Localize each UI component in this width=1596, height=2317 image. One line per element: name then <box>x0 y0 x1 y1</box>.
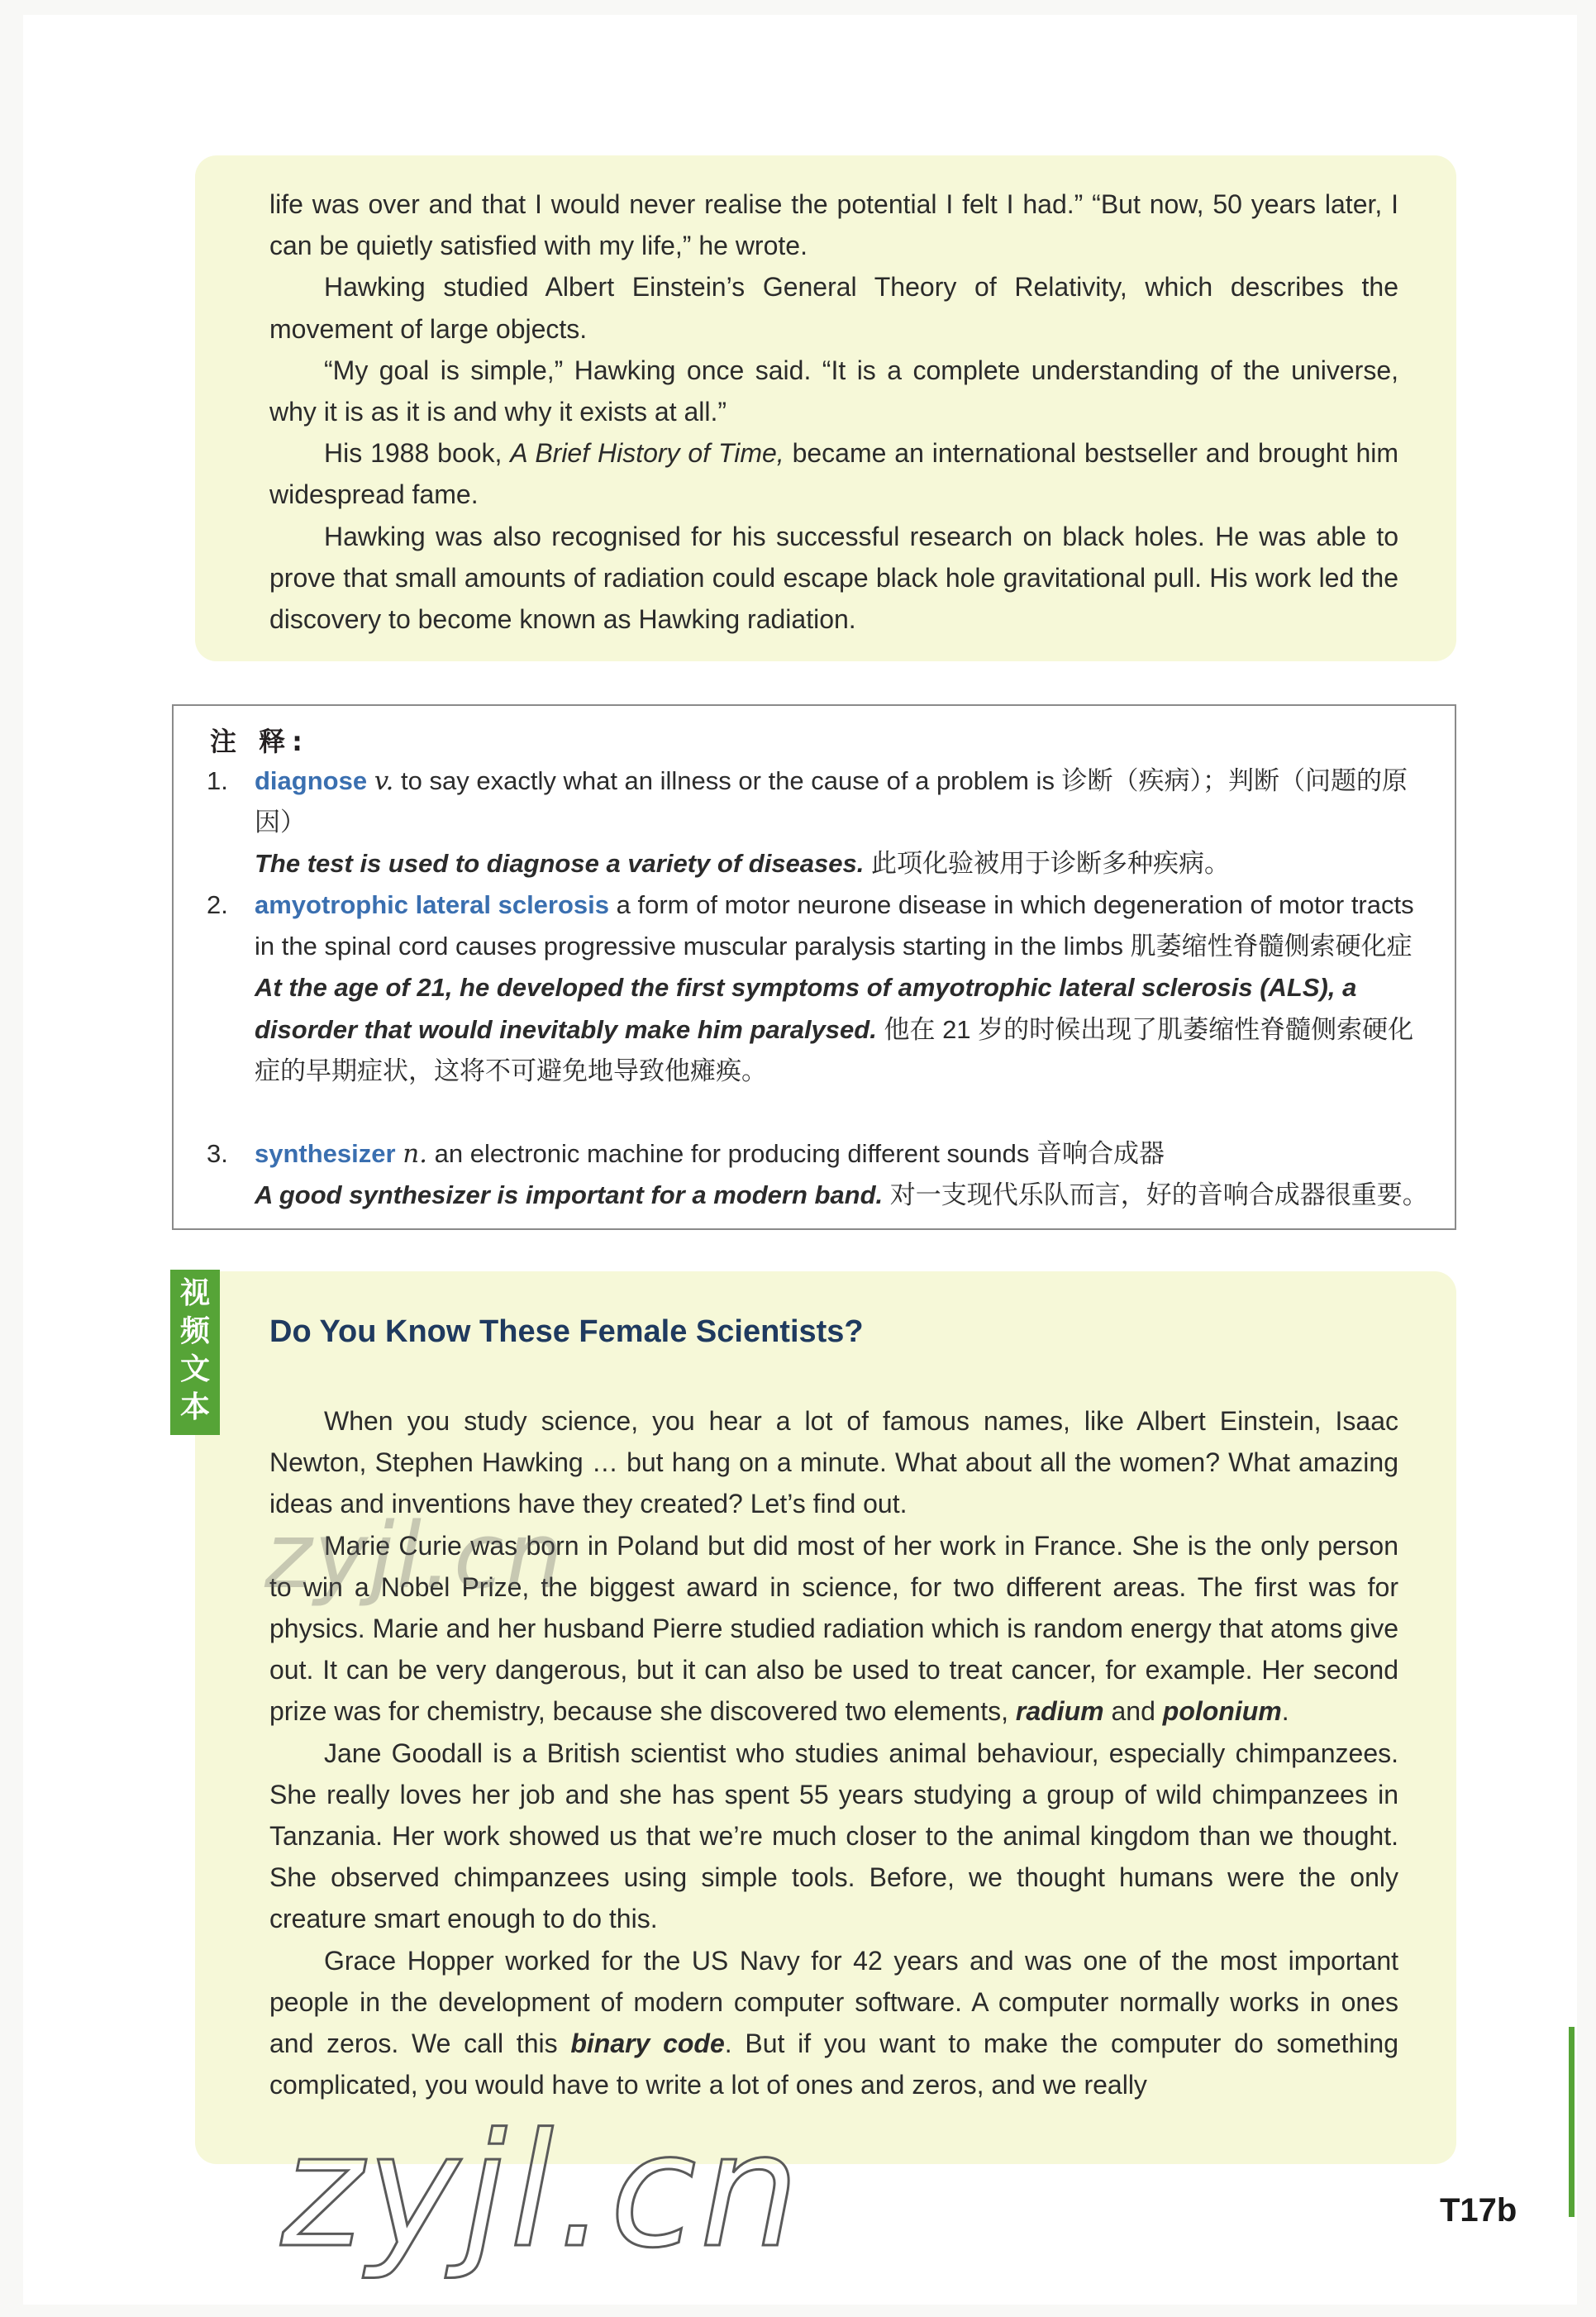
note-number: 1. <box>207 766 228 795</box>
note-definition: an electronic machine for producing different sounds 音响合成器 <box>434 1139 1165 1168</box>
paragraph: Jane Goodall is a British scientist who studies animal behaviour, especially chimpanzees. She really loves her job and she has spent 55 years studying a group of wild chimpanzees in Tanzania. Her work showed us that we’re much closer to the animal kingdom than we thought. She observed chimpanzees using simple tools. Before, we thought humans were the only creature smart enough to do this. <box>269 1738 1398 1934</box>
article-title: Do You Know These Female Scientists? <box>269 1314 864 1349</box>
note-headword: amyotrophic lateral sclerosis <box>255 890 610 919</box>
paragraph: Hawking studied Albert Einstein’s General Theory of Relativity, which describes the movement of large objects. <box>269 272 1398 344</box>
notes-heading: 注 释: <box>210 726 309 757</box>
watermark: zyjl.cn <box>264 1503 565 1609</box>
note-definition: to say exactly what an illness or the cause of a problem is 诊断（疾病）；判断（问题的原因） <box>255 766 1408 837</box>
note-headword: diagnose <box>255 766 368 795</box>
note-number: 3. <box>207 1139 228 1168</box>
note-definition: a form of motor neurone disease in which degeneration of motor tracts in the spinal cord causes progressive muscular paralysis starting in the limbs 肌萎缩性脊髓侧索硬化症 <box>255 890 1414 961</box>
note-example: A good synthesizer is important for a modern band. <box>255 1180 884 1210</box>
video-text-tab <box>170 1270 220 1435</box>
page-number: T17b <box>1440 2192 1517 2229</box>
paragraph-text: Marie Curie was born in Poland but did most of her work in France. She is the only person to win a Nobel Prize, the biggest award in science, for two different areas. The first was for physics. Marie and her husband Pierre studied radiation which is random energy that atoms give out. It can be very dangerous, but it can also be used to treat cancer, for example. Her second prize was for chemistry, because she discovered two elements, <box>269 1530 1398 1727</box>
key-term: radium <box>1015 1696 1104 1727</box>
note-part-of-speech: n. <box>403 1139 428 1169</box>
passage-text <box>269 184 1398 640</box>
note-headword: synthesizer <box>255 1139 396 1168</box>
side-accent-bar <box>1569 2027 1575 2217</box>
key-term: polonium <box>1162 1696 1282 1727</box>
paragraph-text: and <box>1103 1696 1163 1727</box>
key-term: binary code <box>570 2029 725 2059</box>
tab-char: 本 <box>179 1390 210 1424</box>
paragraph-text: His 1988 book, <box>324 438 511 469</box>
watermark: zyjl.cn <box>281 2100 803 2282</box>
note-example: The test is used to diagnose a variety of diseases. <box>255 849 865 879</box>
paragraph: When you study science, you hear a lot of famous names, like Albert Einstein, Isaac Newton, Stephen Hawking … but hang on a minute. What about all the women? What amazing ideas and inventions have they created? Let’s find out. <box>269 1406 1398 1519</box>
paragraph: “My goal is simple,” Hawking once said. “It is a complete understanding of the universe, why it is as it is and why it exists at all.” <box>269 355 1398 427</box>
tab-char: 文 <box>179 1352 210 1386</box>
paragraph-text: . But if you want to make the computer do something complicated, you would have to write a lot of ones and zeros, and we really <box>269 2029 1399 2100</box>
paragraph <box>269 432 1398 515</box>
passage-panel-hawking <box>195 155 1456 661</box>
note-translation: 对一支现代乐队而言，好的音响合成器很重要。 <box>889 1180 1428 1210</box>
book-title: A Brief History of Time, <box>510 438 784 469</box>
paragraph-text: . <box>1281 1696 1289 1727</box>
paragraph <box>269 1940 1398 2106</box>
note-item <box>174 1133 1430 1216</box>
paragraph: Hawking was also recognised for his successful research on black holes. He was able to prove that small amounts of radiation could escape black hole gravitational pull. His work led the discovery to become known as Hawking radiation. <box>269 521 1398 635</box>
note-number: 2. <box>207 890 228 919</box>
paragraph-text: Grace Hopper worked for the US Navy for 42 years and was one of the most important people in the development of modern computer software. A computer normally works in ones and zeros. We call this <box>269 1945 1398 2059</box>
vocabulary-notes-box <box>172 704 1456 1230</box>
note-item <box>174 884 1430 1092</box>
note-part-of-speech: v. <box>374 766 394 796</box>
note-example: At the age of 21, he developed the first symptoms of amyotrophic lateral sclerosis (ALS), a disorder that would inevitably make him paralysed. <box>255 973 1357 1044</box>
note-translation: 此项化验被用于诊断多种疾病。 <box>871 849 1230 879</box>
tab-char: 视 <box>179 1276 210 1310</box>
note-translation: 他在 21 岁的时候出现了肌萎缩性脊髓侧索硬化症的早期症状，这将不可避免地导致他瘫痪。 <box>255 1014 1414 1085</box>
paragraph: life was over and that I would never realise the potential I felt I had.” “But now, 50 years later, I can be quietly satisfied with my life,” he wrote. <box>269 189 1398 261</box>
passage-panel-female-scientists <box>195 1271 1456 2164</box>
paragraph-text: became an international bestseller and brought him widespread fame. <box>269 438 1399 510</box>
note-item <box>174 760 1430 885</box>
tab-char: 频 <box>179 1314 210 1348</box>
